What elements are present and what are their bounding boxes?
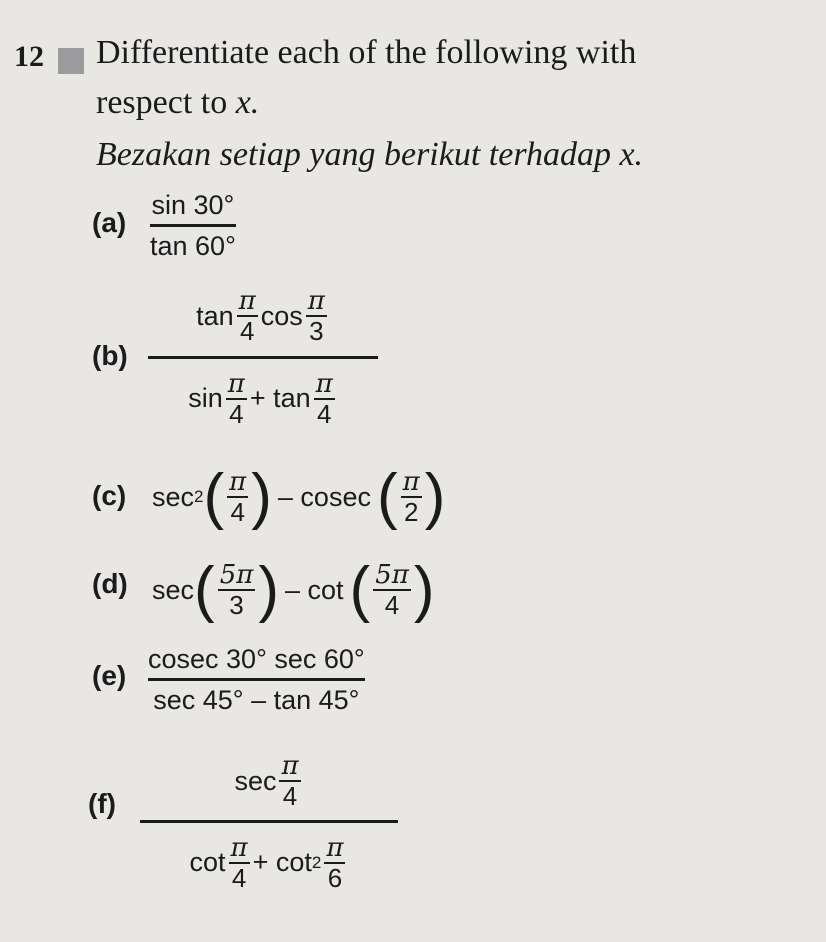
part-b-sin: sin [188,383,223,413]
part-c-frac-1-den: 4 [230,497,245,527]
part-b-cos: cos [260,300,303,331]
question-number: 12 [14,40,44,73]
part-d-expression [152,550,434,630]
part-b-frac-1-den: 4 [239,316,255,346]
part-d-frac-2 [373,561,411,619]
part-c-minus-cosec: – cosec [277,481,371,512]
part-c-label: (c) [92,480,127,511]
part-d-open-paren-2: ( [349,555,371,624]
part-e-label: (e) [92,660,127,691]
part-b-frac-3 [226,370,247,428]
part-b-tan: tan [196,300,234,331]
part-d-sec: sec [152,574,195,605]
question-marker-square [58,48,84,74]
part-d-frac-1-den: 3 [229,590,244,620]
part-b-frac-2-num: π [307,286,325,316]
part-c-frac-2-num: π [402,467,420,497]
part-b-denominator [148,359,378,439]
part-f-frac-2-num: π [230,832,248,863]
part-c-exponent: 2 [194,487,204,506]
part-b-frac-4-den: 4 [316,398,332,429]
part-f-frac-1-num: π [281,751,299,781]
part-d-close-paren-1: ) [258,555,279,624]
part-f-frac-3-den: 6 [327,862,343,893]
instruction-english-variable: x. [235,84,260,121]
part-c-open-paren-2: ( [376,462,398,531]
part-b-frac-1 [237,287,258,345]
part-d-close-paren-2: ) [413,555,435,624]
part-f-numerator [140,742,398,820]
part-c-frac-1 [227,468,248,526]
part-f-cot: cot [189,847,226,877]
part-f-sec: sec [234,765,277,796]
part-b-label: (b) [92,340,128,371]
instruction-malay: Bezakan setiap yang berikut terhadap x. [96,136,644,173]
part-a-label: (a) [92,207,127,238]
part-f-frac-1-den: 4 [282,781,298,811]
part-b-numerator [148,276,378,356]
part-b-frac-1-num: π [238,286,256,316]
part-c-close-paren-2: ) [424,462,446,531]
part-c-sec: sec [152,481,195,512]
part-b-fraction [148,276,378,439]
part-f-plus-cot: + cot [252,847,312,877]
instruction-english-text: respect to [96,84,236,121]
part-b-frac-4 [314,370,335,428]
part-d-frac-2-num: 5π [375,560,409,590]
part-f-label: (f) [88,788,116,819]
part-d-minus-cot: – cot [284,574,344,605]
part-f-frac-1 [279,752,300,810]
part-f-denominator [140,823,398,903]
part-b-frac-2 [306,287,327,345]
part-f-exponent: 2 [311,852,322,872]
part-d-label: (d) [92,568,128,599]
part-f-frac-2-den: 4 [231,862,247,893]
part-b-frac-2-den: 3 [309,316,324,346]
part-c-frac-1-num: π [229,467,247,497]
part-c-close-paren-1: ) [251,462,272,531]
part-c-frac-2 [401,468,422,526]
part-c-open-paren-1: ( [203,462,225,531]
part-b-frac-3-num: π [227,368,245,399]
part-d-frac-1-num: 5π [219,560,254,590]
part-f-frac-3-num: π [326,832,344,863]
part-d-frac-1 [218,561,256,619]
part-d-frac-2-den: 4 [384,590,400,620]
part-e-numerator: cosec 30° sec 60° [148,644,365,674]
part-b-plus-tan: + tan [249,383,311,413]
part-f-frac-3 [324,834,345,892]
part-a-numerator: sin 30° [151,190,235,220]
part-a-fraction [150,186,236,265]
part-e-fraction [148,640,365,719]
part-f-fraction [140,742,398,903]
part-b-frac-3-den: 4 [229,398,244,429]
part-b-frac-4-num: π [315,368,333,399]
part-c-frac-2-den: 2 [403,497,419,527]
part-c-expression [152,462,445,532]
part-f-frac-2 [229,834,250,892]
part-a-denominator: tan 60° [150,230,236,261]
part-d-open-paren-1: ( [194,555,215,624]
instruction-english-line1: Differentiate each of the following with [96,34,637,71]
instruction-english-line2 [96,84,259,122]
part-e-denominator: sec 45° – tan 45° [153,684,360,715]
